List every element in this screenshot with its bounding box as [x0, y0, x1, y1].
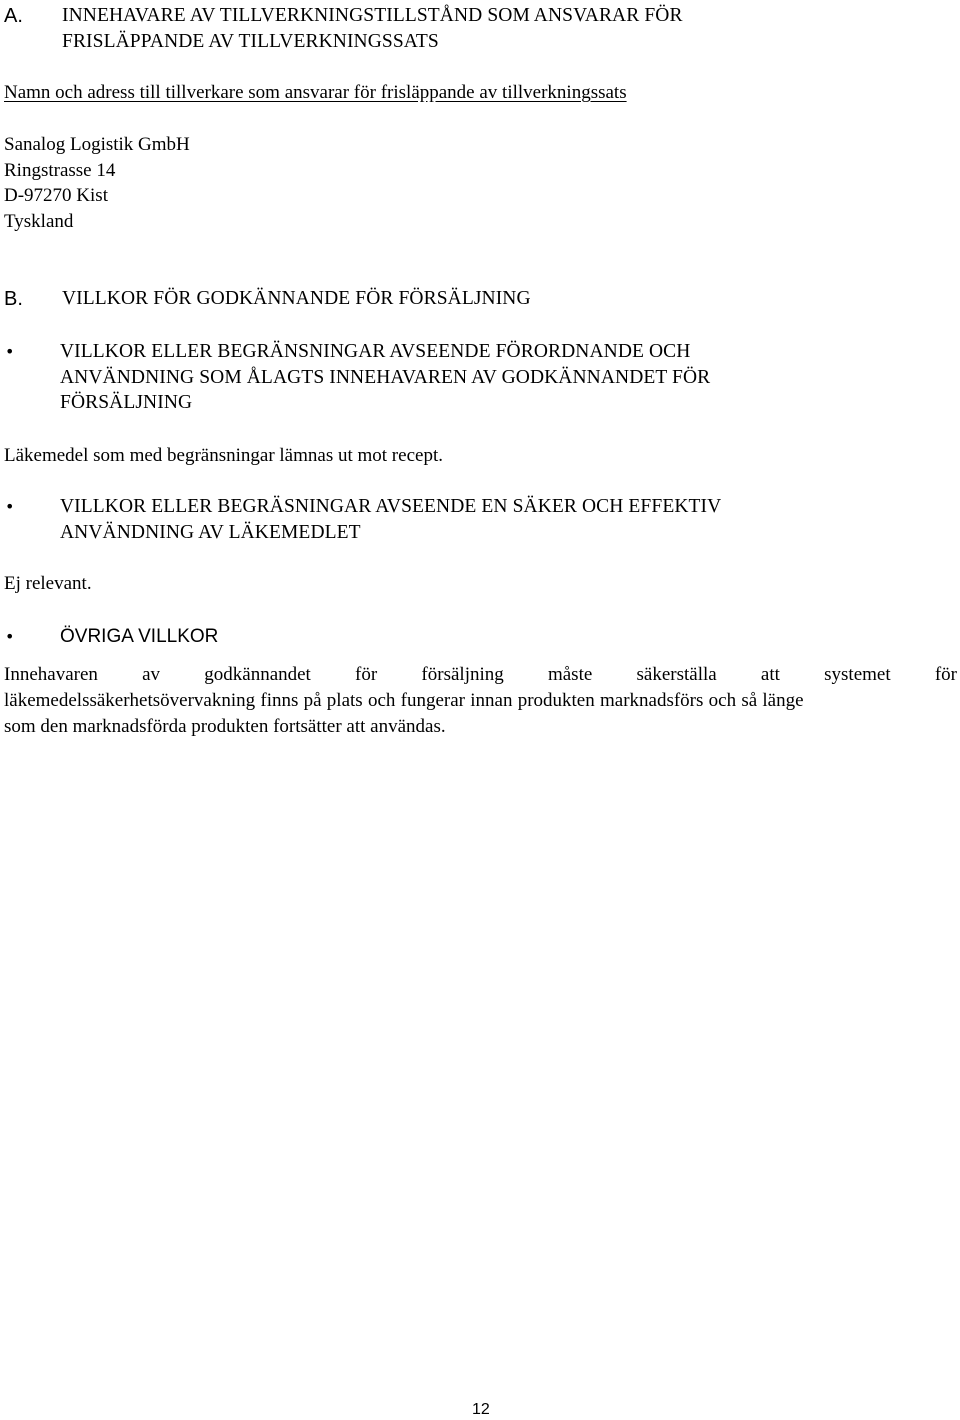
bullet-icon: • [5, 342, 15, 361]
paragraph-line: som den marknadsförda produkten fortsätter att användas. [4, 716, 446, 737]
page-number: 12 [472, 1401, 490, 1418]
address-label: Namn och adress till tillverkare som ansvarar för frisläppande av tillverkningssats [4, 82, 627, 103]
bullet-heading-line: FÖRSÄLJNING [60, 392, 193, 413]
address-line: Sanalog Logistik GmbH [4, 134, 190, 155]
bullet-heading-line: VILLKOR ELLER BEGRÄNSNINGAR AVSEENDE FÖRORDNANDE OCH [60, 341, 691, 362]
bullet-heading-line: ÖVRIGA VILLKOR [60, 626, 219, 647]
section-b-letter: B. [4, 288, 23, 310]
address-line: Tyskland [4, 211, 74, 232]
paragraph-line: Innehavaren av godkännandet för försäljning måste säkerställa att systemet för [4, 664, 957, 685]
section-b-title: VILLKOR FÖR GODKÄNNANDE FÖR FÖRSÄLJNING [62, 288, 531, 309]
bullet-body-text: Läkemedel som med begränsningar lämnas ut mot recept. [4, 445, 443, 466]
section-a-title-line2: FRISLÄPPANDE AV TILLVERKNINGSSATS [62, 31, 439, 52]
section-a-title-line1: INNEHAVARE AV TILLVERKNINGSTILLSTÅND SOM ANSVARAR FÖR [62, 5, 683, 26]
bullet-heading-line: VILLKOR ELLER BEGRÄSNINGAR AVSEENDE EN SÄKER OCH EFFEKTIV [60, 496, 722, 517]
address-line: D-97270 Kist [4, 185, 108, 206]
section-a-letter: A. [4, 5, 23, 27]
bullet-heading-line: ANVÄNDNING SOM ÅLAGTS INNEHAVAREN AV GODKÄNNANDET FÖR [60, 367, 711, 388]
bullet-heading-line: ANVÄNDNING AV LÄKEMEDLET [60, 522, 361, 543]
address-line: Ringstrasse 14 [4, 160, 116, 181]
bullet-icon: • [5, 497, 15, 516]
bullet-icon: • [5, 627, 15, 646]
bullet-body-text: Ej relevant. [4, 573, 92, 594]
paragraph-line: läkemedelssäkerhetsövervakning finns på plats och fungerar innan produkten marknadsförs och så länge [4, 690, 804, 711]
